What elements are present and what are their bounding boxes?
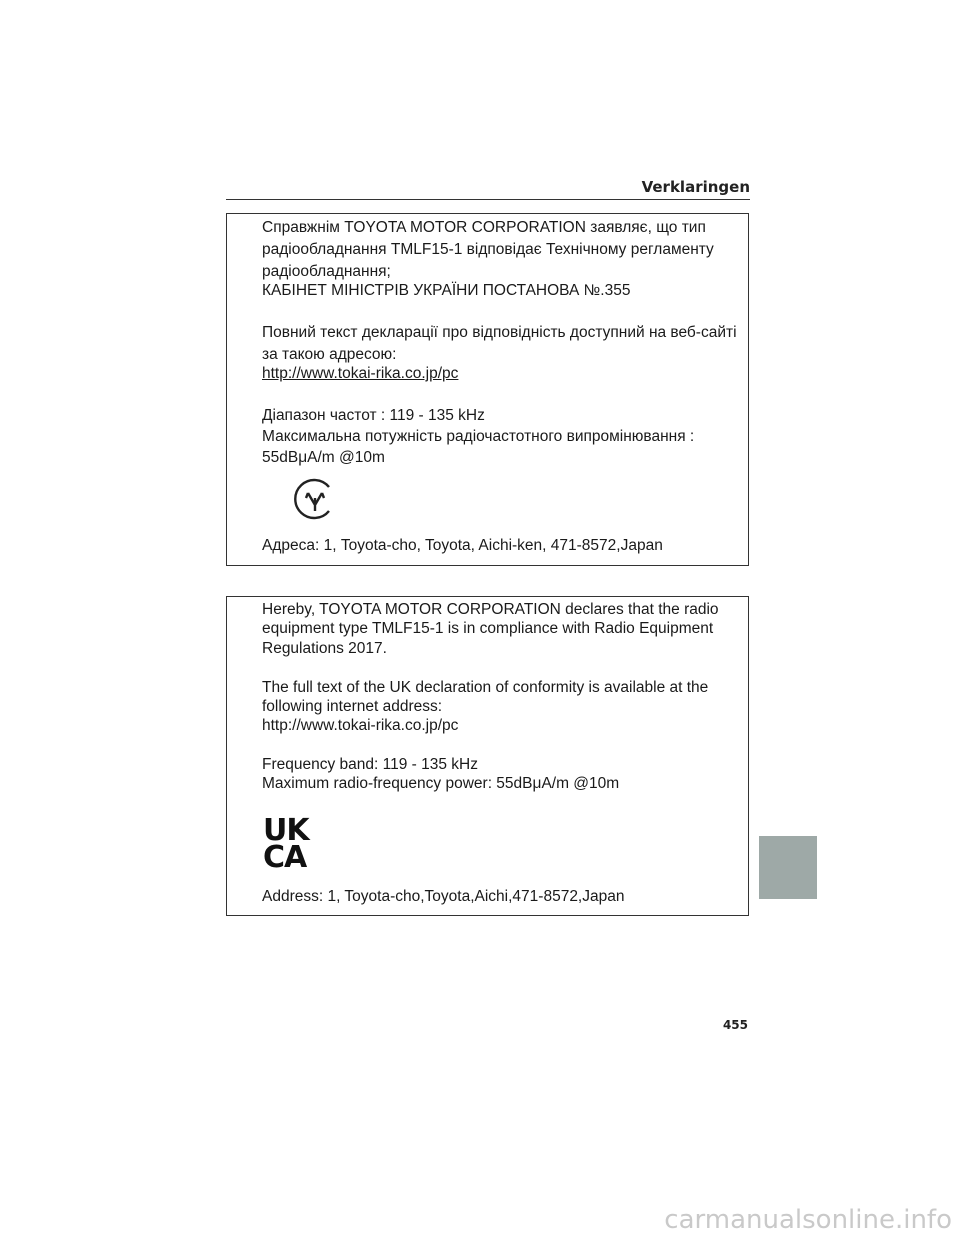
ua-frequency-band: Діапазон частот : 119 - 135 kHz (262, 407, 485, 424)
ua-text-line-2: радіообладнання TMLF15-1 відповідає Технічному регламенту (262, 241, 714, 258)
uk-address: Address: 1, Toyota-cho,Toyota,Aichi,471-8572,Japan (262, 888, 625, 905)
ua-declaration-link[interactable]: http://www.tokai-rika.co.jp/pc (262, 365, 459, 382)
ua-text-line-4: КАБІНЕТ МІНІСТРІВ УКРАЇНИ ПОСТАНОВА №.355 (262, 282, 631, 299)
ukca-mark-top: UK (263, 813, 309, 848)
uk-max-power: Maximum radio-frequency power: 55dBμA/m @10m (262, 775, 620, 792)
ua-address: Адреса: 1, Toyota-cho, Toyota, Aichi-ken, 471-8572,Japan (262, 537, 663, 554)
uk-frequency-band: Frequency band: 119 - 135 kHz (262, 756, 478, 773)
uk-declaration-box (226, 596, 749, 916)
ukca-mark-bottom: CA (263, 840, 307, 875)
uk-text-line-3: Regulations 2017. (262, 640, 387, 657)
ua-max-power-label: Максимальна потужність радіочастотного випромінювання : (262, 428, 695, 445)
ukca-mark-icon (263, 813, 315, 875)
section-title: Verklaringen (641, 178, 750, 196)
uk-text-line-1: Hereby, TOYOTA MOTOR CORPORATION declares that the radio (262, 601, 719, 618)
ukraine-conformity-mark-icon (293, 477, 337, 521)
uk-text-line-5: following internet address: (262, 698, 443, 715)
ua-text-line-3: радіообладнання; (262, 263, 391, 280)
ua-max-power-value: 55dBμA/m @10m (262, 449, 385, 466)
ua-text-line-5: Повний текст декларації про відповідність доступний на веб-сайті (262, 324, 737, 341)
ukraine-declaration-box (226, 213, 749, 566)
uk-text-line-4: The full text of the UK declaration of conformity is available at the (262, 679, 709, 696)
uk-text-line-2: equipment type TMLF15-1 is in compliance with Radio Equipment (262, 620, 714, 637)
uk-declaration-link[interactable]: http://www.tokai-rika.co.jp/pc (262, 717, 459, 734)
page-number: 455 (722, 1018, 748, 1032)
header-divider (226, 199, 750, 200)
ua-text-line-1: Справжнім TOYOTA MOTOR CORPORATION заявляє, що тип (262, 219, 706, 236)
chapter-tab (759, 836, 817, 899)
ua-text-line-6: за такою адресою: (262, 346, 397, 363)
watermark: carmanualsonline.info (664, 1205, 952, 1235)
